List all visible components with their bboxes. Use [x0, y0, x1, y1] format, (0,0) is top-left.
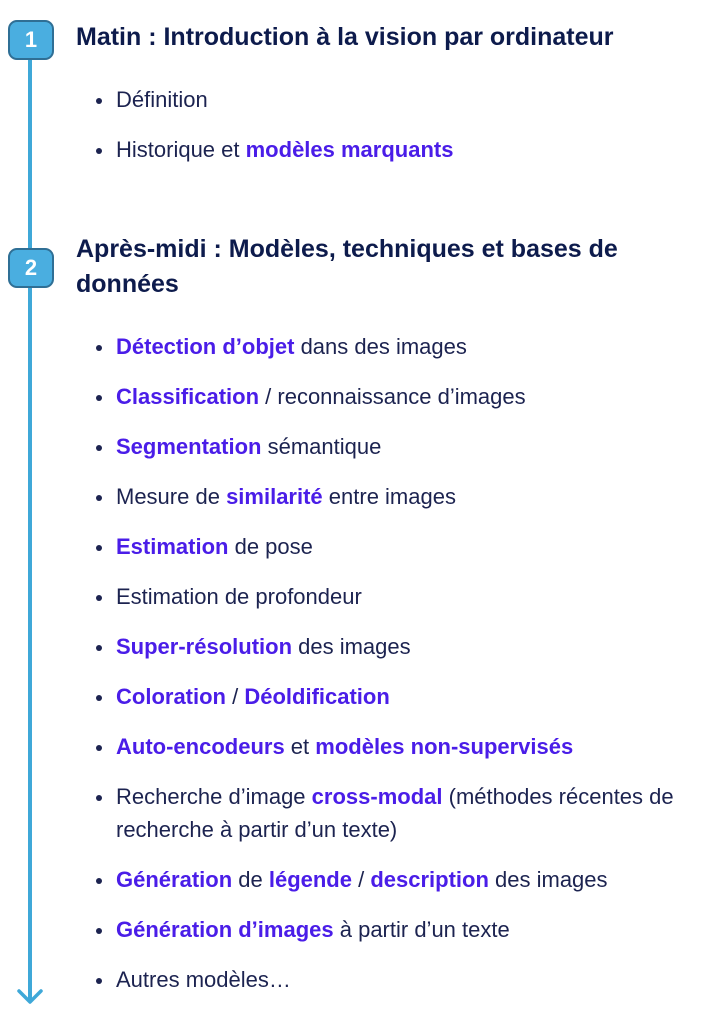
section-title-afternoon: Après-midi : Modèles, techniques et bases de données	[76, 235, 618, 298]
highlighted-term: Coloration	[116, 684, 226, 709]
highlighted-term: Génération d’images	[116, 917, 334, 942]
topic-text: dans des images	[294, 334, 467, 359]
step-badge-1: 1	[8, 20, 54, 60]
topic-item	[92, 630, 707, 663]
topic-text: Recherche d’image	[116, 784, 312, 809]
highlighted-term: Segmentation	[116, 434, 262, 459]
topic-text: sémantique	[261, 434, 382, 459]
topic-item	[92, 530, 707, 563]
topic-item	[92, 133, 707, 166]
topic-item	[92, 780, 707, 846]
highlighted-term: description	[370, 867, 489, 892]
topic-text: à partir d’un texte	[333, 917, 510, 942]
topic-text: des images	[488, 867, 608, 892]
highlighted-term: Génération	[116, 867, 233, 892]
timeline-line	[28, 30, 32, 1000]
morning-topic-list	[92, 83, 707, 183]
topic-text: Définition	[116, 87, 208, 112]
topic-text: / reconnaissance d’images	[259, 384, 526, 409]
topic-item	[92, 913, 707, 946]
topic-text: /	[351, 867, 371, 892]
highlighted-term: modèles marquants	[245, 137, 454, 162]
highlighted-term: Détection d’objet	[116, 334, 295, 359]
section-title-morning: Matin : Introduction à la vision par ordinateur	[76, 23, 614, 51]
highlighted-term: Estimation	[116, 534, 229, 559]
topic-text: Mesure de	[116, 484, 227, 509]
topic-text: de pose	[228, 534, 313, 559]
highlighted-term: cross-modal	[311, 784, 443, 809]
topic-text: de	[232, 867, 269, 892]
topic-item	[92, 963, 707, 996]
highlighted-term: Classification	[116, 384, 260, 409]
topic-item	[92, 730, 707, 763]
highlighted-term: Déoldification	[244, 684, 390, 709]
topic-item	[92, 83, 707, 116]
afternoon-topic-list	[92, 330, 707, 1013]
topic-item	[92, 580, 707, 613]
topic-text: Estimation de profondeur	[116, 584, 362, 609]
highlighted-term: Auto-encodeurs	[116, 734, 285, 759]
topic-item	[92, 330, 707, 363]
highlighted-term: modèles non-supervisés	[315, 734, 574, 759]
topic-text: entre images	[322, 484, 456, 509]
topic-text: Historique et	[116, 137, 246, 162]
timeline-arrow-icon	[17, 988, 43, 1006]
topic-item	[92, 430, 707, 463]
topic-item	[92, 480, 707, 513]
topic-text: (méthodes récentes de recherche à partir d’un texte)	[116, 784, 674, 842]
topic-text: et	[284, 734, 316, 759]
step-badge-2: 2	[8, 248, 54, 288]
topic-item	[92, 380, 707, 413]
topic-item	[92, 863, 707, 896]
highlighted-term: légende	[268, 867, 352, 892]
topic-text: Autres modèles…	[116, 967, 291, 992]
topic-text: /	[226, 684, 245, 709]
highlighted-term: Super-résolution	[116, 634, 293, 659]
topic-text: des images	[292, 634, 411, 659]
topic-item	[92, 680, 707, 713]
highlighted-term: similarité	[226, 484, 323, 509]
